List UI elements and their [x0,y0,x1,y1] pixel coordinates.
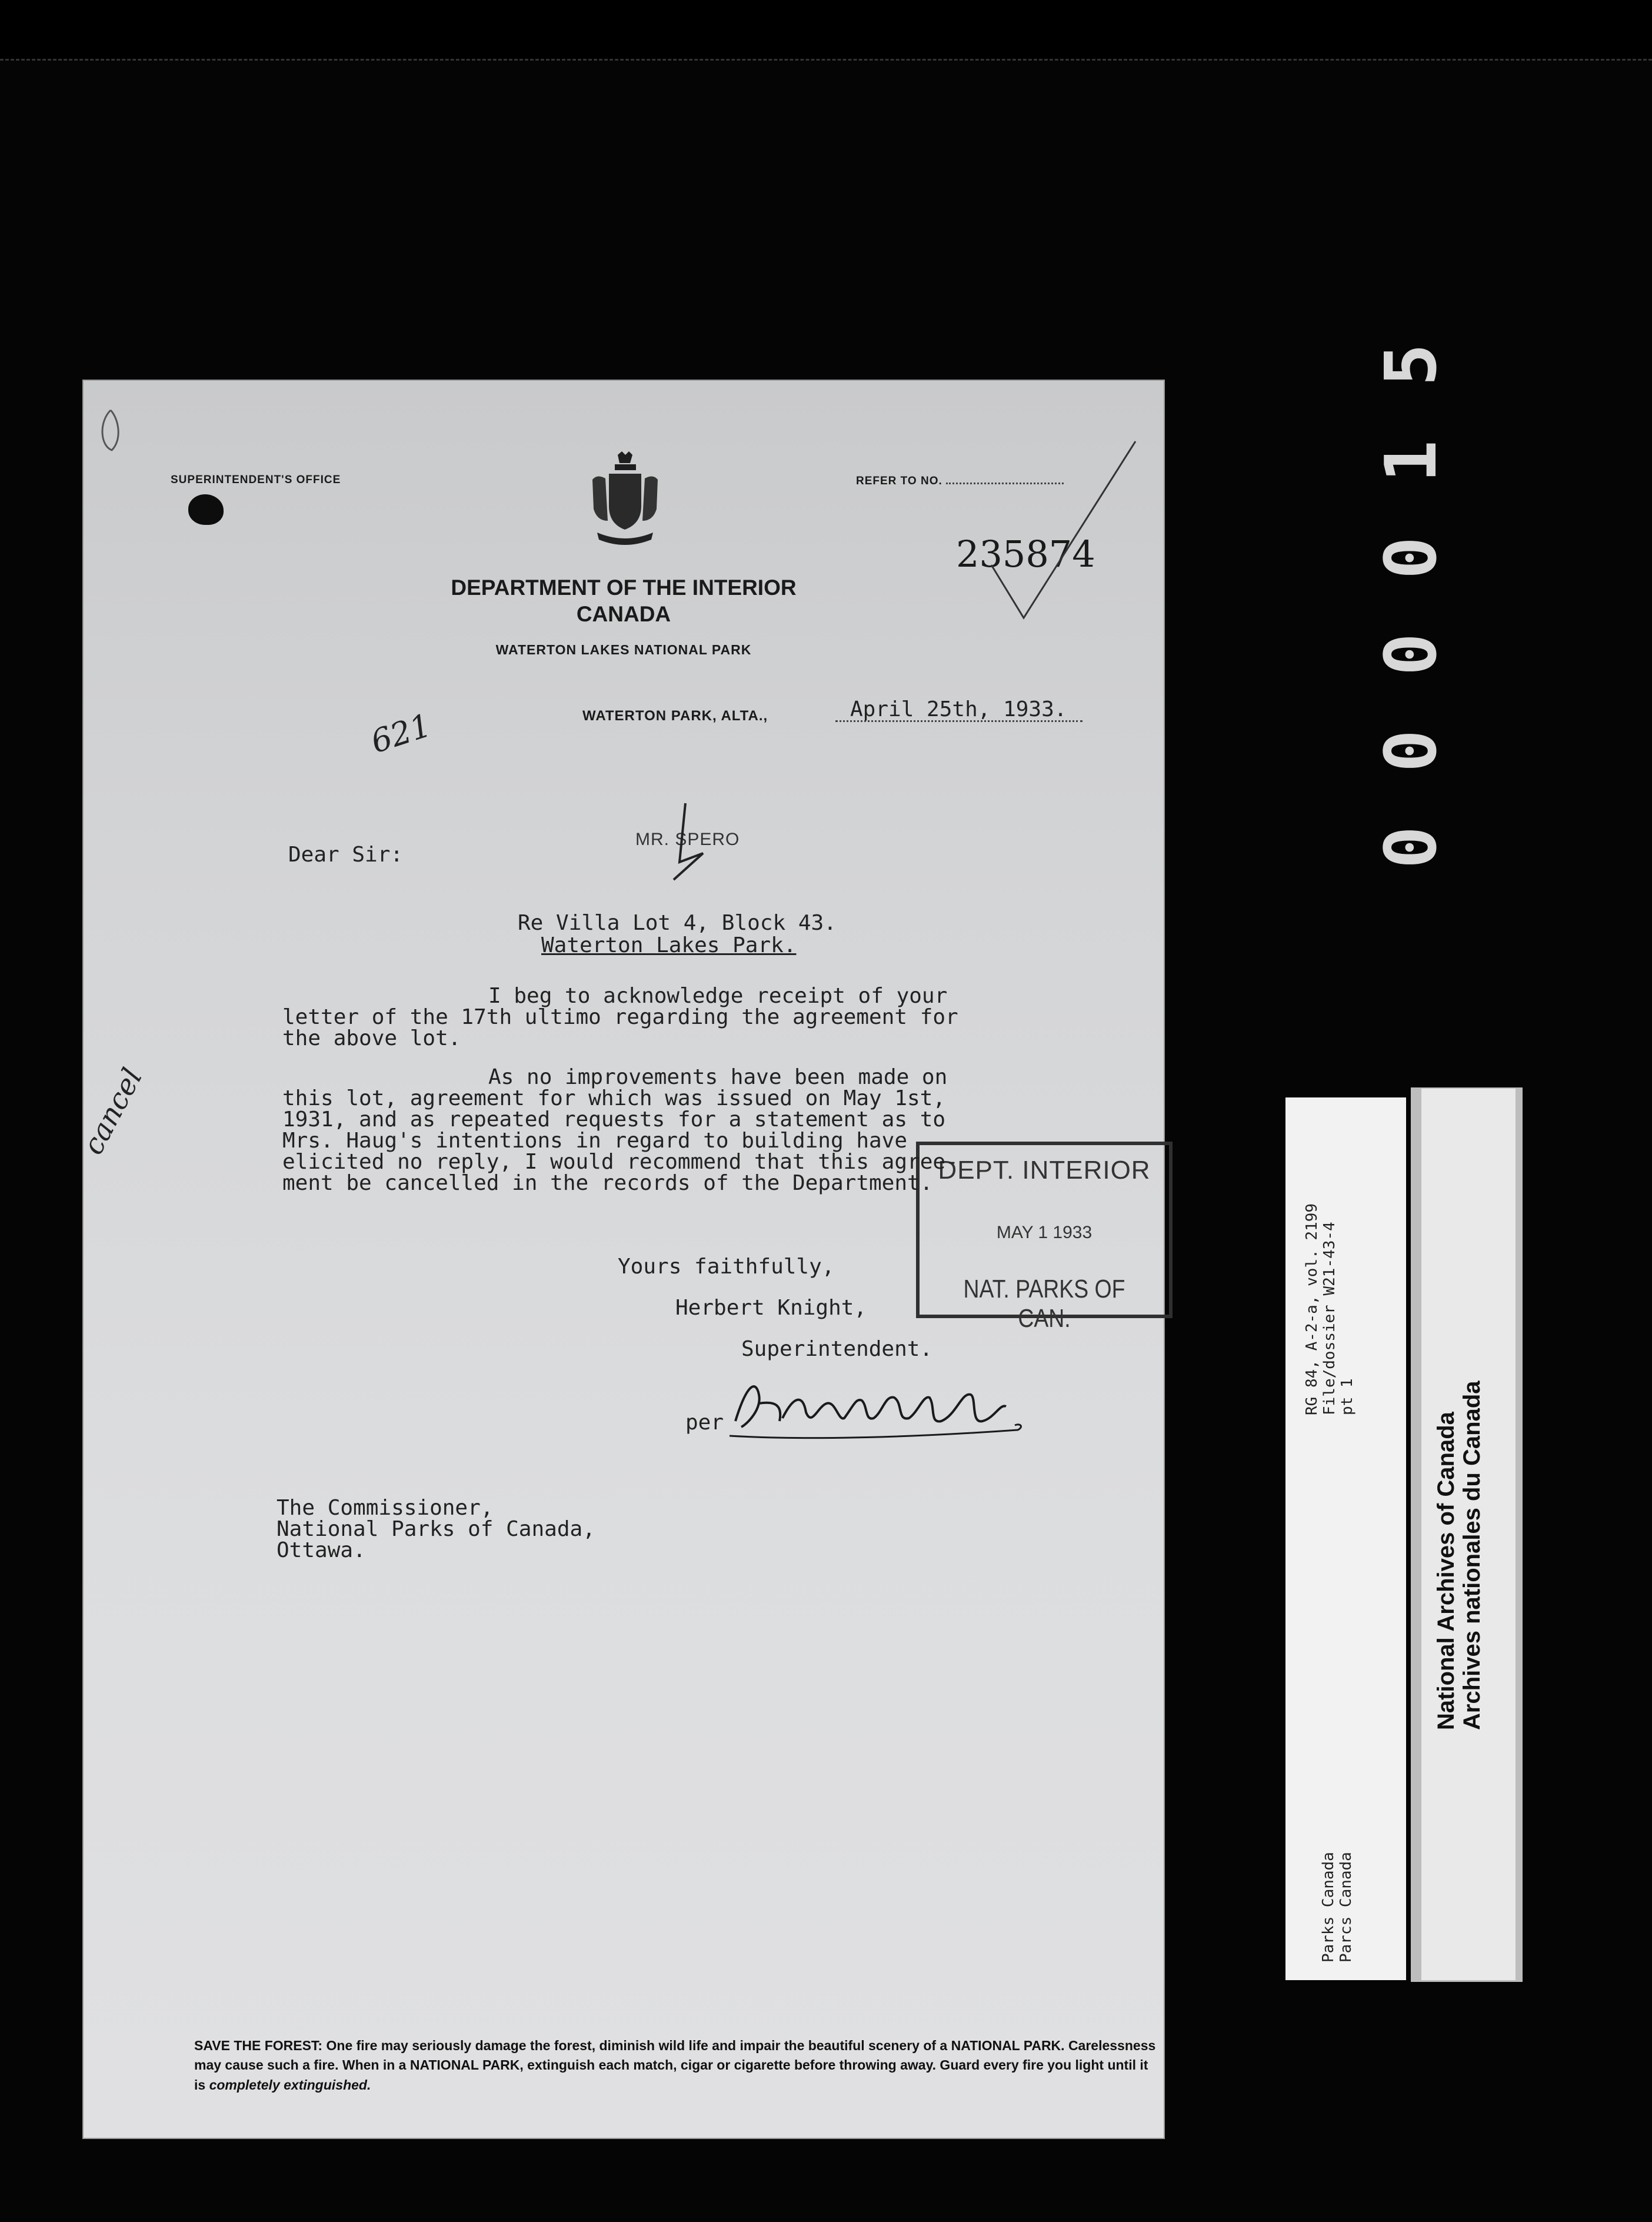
letter-page [76,380,1165,2139]
body-line: the above lot. [282,1026,461,1050]
subject-line-1: Re Villa Lot 4, Block 43. [518,911,837,935]
reference-line: File/dossier W21-43-4 [1321,1222,1338,1415]
body-paragraph-2 [282,1067,958,1194]
signature [724,1371,1030,1448]
punch-hole [188,494,224,525]
reference-line: RG 84, A-2-a, vol. 2199 [1303,1203,1321,1415]
initial-mark [662,797,715,892]
check-mark [988,435,1141,624]
office-label: SUPERINTENDENT'S OFFICE [171,474,341,486]
archives-name-en: National Archives of Canada [1433,1412,1459,1730]
handwritten-code: 621 [366,706,436,761]
valediction: Yours faithfully, [618,1255,835,1279]
body-line: elicited no reply, I would recommend that this agree- [282,1150,958,1174]
body-line: Mrs. Haug's intentions in regard to building have [282,1129,908,1153]
country-name: CANADA [576,602,671,626]
file-number: 235874 [956,533,1095,576]
body-line: this lot, agreement for which was issued on May 1st, [282,1086,946,1110]
signer-title: Superintendent. [741,1337,933,1361]
recipient-block [277,1498,595,1561]
stamp-line-3: NAT. PARKS OF CAN. [963,1275,1125,1333]
footer-text: One fire may seriously damage the forest, diminish wild life and impair the beautiful scenery of a NATIONAL PARK. Carelessness may cause such a fire. When in a NATIONAL PARK, extinguish each match, cigar or cigarette before throwing away. Guard every fire you light until it is [194,2038,1156,2093]
refer-to-text: REFER TO NO. [856,475,942,487]
archives-name-fr: Archives nationales du Canada [1459,1381,1485,1730]
archive-reference-label [1285,1097,1406,1980]
archives-name-label [1421,1089,1516,1980]
subject-line-2: Waterton Lakes Park. [541,933,797,957]
signer-name: Herbert Knight, [675,1296,867,1320]
frame-digit: 0 [1371,633,1453,676]
per-label: per [685,1411,724,1435]
addressee-stamp: MR. SPERO [635,830,740,849]
footer-emphasis: completely extinguished. [209,2077,371,2093]
frame-digit: 0 [1371,826,1453,869]
frame-digit: 0 [1371,729,1453,773]
reference-block [1303,1203,1356,1415]
recipient-line: The Commissioner, [277,1496,494,1520]
letter-date: April 25th, 1933. [835,699,1083,722]
frame-digit: 0 [1371,536,1453,580]
pencil-mark-icon [93,404,128,457]
body-line: letter of the 17th ultimo regarding the agreement for [282,1005,958,1029]
salutation: Dear Sir: [288,843,404,867]
reference-line: pt 1 [1338,1378,1356,1415]
frame-digit: 1 [1371,440,1453,483]
recipient-line: National Parks of Canada, [277,1517,595,1541]
park-name: WATERTON LAKES NATIONAL PARK [495,642,752,657]
body-line: 1931, and as repeated requests for a statement as to [282,1107,946,1132]
body-line: ment be cancelled in the records of the Department. [282,1171,933,1195]
frame-digit: 5 [1371,343,1453,387]
stamp-line-1: DEPT. INTERIOR [938,1156,1151,1185]
margin-note: cancel [76,1063,149,1160]
recipient-line: Ottawa. [277,1538,366,1562]
stamp-date: MAY 1 1933 [996,1223,1093,1242]
agency-name-en: Parks Canada [1320,1852,1337,1962]
footer-lead: SAVE THE FOREST: [194,2038,323,2053]
agency-name-fr: Parcs Canada [1337,1852,1355,1962]
frame-number [1353,330,1471,883]
department-name: DEPARTMENT OF THE INTERIOR [451,576,797,600]
coat-of-arms-icon [585,450,665,550]
body-line: I beg to acknowledge receipt of your [488,984,948,1008]
archives-name-block [1433,1381,1485,1730]
agency-block [1320,1852,1355,1962]
film-strip-edge [0,0,1652,61]
place-label: WATERTON PARK, ALTA., [582,708,768,724]
body-line: As no improvements have been made on [488,1065,948,1089]
body-paragraph-1 [282,986,958,1049]
fire-warning-footer [194,2036,1159,2095]
